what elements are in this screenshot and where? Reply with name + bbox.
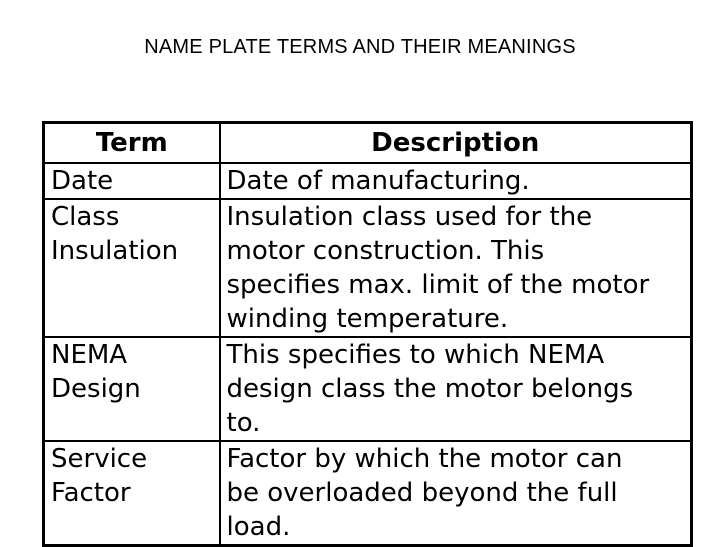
description-line: This specifies to which NEMA <box>226 340 605 370</box>
terms-table <box>42 121 693 547</box>
term-cell <box>44 441 220 546</box>
description-line: Insulation class used for the <box>226 202 593 232</box>
description-line: be overloaded beyond the full <box>226 478 618 508</box>
table-header-row <box>44 123 692 164</box>
term-line: NEMA <box>51 340 128 370</box>
header-description: Description <box>220 123 692 164</box>
description-line: motor construction. This <box>226 236 545 266</box>
description-line: specifies max. limit of the motor <box>226 270 650 300</box>
term-line: Service <box>51 444 148 474</box>
term-line: Factor <box>51 478 131 508</box>
description-line: design class the motor belongs <box>226 374 634 404</box>
description-line: Factor by which the motor can <box>226 444 623 474</box>
term-cell <box>44 163 220 199</box>
table-row <box>44 337 692 441</box>
description-cell <box>220 337 692 441</box>
slide-title: NAME PLATE TERMS AND THEIR MEANINGS <box>144 36 576 58</box>
term-cell <box>44 199 220 337</box>
term-line: Design <box>51 374 141 404</box>
terms-table-container <box>42 121 690 547</box>
table-row <box>44 163 692 199</box>
term-line: Date <box>51 166 114 196</box>
table-row <box>44 441 692 546</box>
description-cell <box>220 163 692 199</box>
description-cell <box>220 441 692 546</box>
description-line: Date of manufacturing. <box>226 166 530 196</box>
description-line: load. <box>226 512 291 542</box>
term-cell <box>44 337 220 441</box>
description-line: winding temperature. <box>226 304 509 334</box>
description-line: to. <box>226 408 261 438</box>
description-cell <box>220 199 692 337</box>
term-line: Insulation <box>51 236 179 266</box>
header-term: Term <box>44 123 220 164</box>
term-line: Class <box>51 202 120 232</box>
table-row <box>44 199 692 337</box>
